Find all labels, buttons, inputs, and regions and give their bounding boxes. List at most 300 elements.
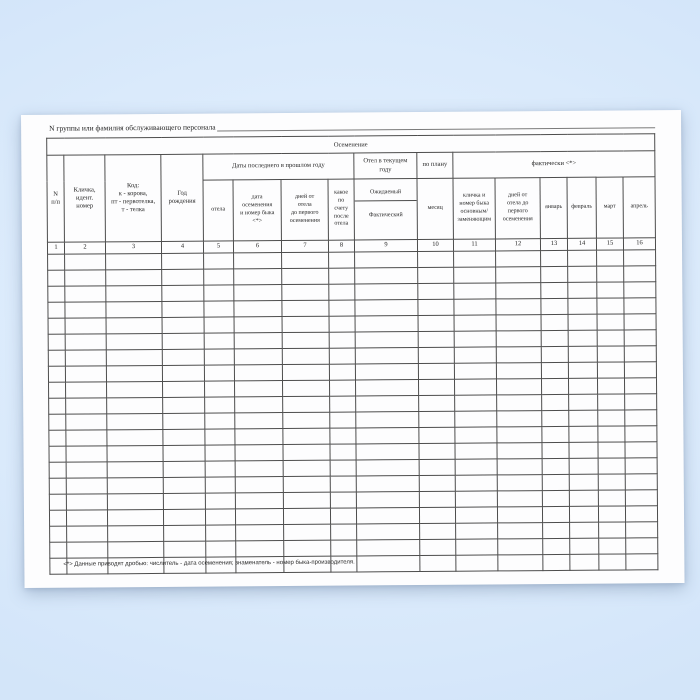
body-cell xyxy=(454,251,496,267)
body-cell xyxy=(496,266,541,282)
body-cell xyxy=(107,429,163,445)
body-cell xyxy=(454,363,496,379)
insemination-table xyxy=(46,133,658,574)
body-cell xyxy=(625,409,657,425)
body-cell xyxy=(568,378,597,394)
body-cell xyxy=(418,347,454,363)
body-cell xyxy=(356,443,419,459)
body-cell xyxy=(330,412,356,428)
body-cell xyxy=(48,270,65,286)
body-cell xyxy=(497,442,542,458)
body-cell xyxy=(497,458,542,474)
body-cell xyxy=(65,269,106,285)
body-cell xyxy=(597,266,624,282)
body-cell xyxy=(624,313,656,329)
group-header-actual: фактически <*> xyxy=(453,151,655,179)
body-cell xyxy=(418,315,454,331)
body-cell xyxy=(234,380,282,396)
body-cell xyxy=(420,523,456,539)
body-cell xyxy=(541,266,568,282)
body-cell xyxy=(204,364,234,380)
column-header-march: март xyxy=(596,177,623,238)
body-cell xyxy=(597,298,624,314)
body-cell xyxy=(624,265,656,281)
body-cell xyxy=(331,524,357,540)
body-cell xyxy=(356,427,419,443)
body-cell xyxy=(49,398,66,414)
body-cell xyxy=(454,299,496,315)
body-cell xyxy=(356,491,419,507)
body-cell xyxy=(496,346,541,362)
body-cell xyxy=(456,555,498,571)
body-cell xyxy=(599,522,626,538)
body-cell xyxy=(283,396,330,412)
column-header-month: месяц xyxy=(417,178,453,239)
column-header-count-after-calving: какое по счету после отела xyxy=(328,179,354,240)
body-cell xyxy=(204,301,234,317)
body-cell xyxy=(163,429,205,445)
body-cell xyxy=(66,477,107,493)
body-cell xyxy=(48,302,65,318)
expected-actual-split xyxy=(355,187,417,231)
body-cell xyxy=(624,249,656,265)
body-cell xyxy=(330,428,356,444)
body-cell xyxy=(541,330,568,346)
body-cell xyxy=(107,477,163,493)
body-cell xyxy=(597,250,624,266)
body-cell xyxy=(419,411,455,427)
body-cell xyxy=(330,444,356,460)
body-cell xyxy=(282,300,329,316)
body-cell xyxy=(597,314,624,330)
body-cell xyxy=(625,489,657,505)
body-cell xyxy=(568,266,597,282)
body-cell xyxy=(597,346,624,362)
body-cell xyxy=(626,521,658,537)
body-cell xyxy=(456,523,498,539)
body-cell xyxy=(48,286,65,302)
body-cell xyxy=(235,428,283,444)
body-cell xyxy=(496,330,541,346)
body-cell xyxy=(455,475,497,491)
body-cell xyxy=(236,540,284,556)
body-cell xyxy=(420,539,456,555)
body-cell xyxy=(163,509,205,525)
body-cell xyxy=(107,381,163,397)
body-cell xyxy=(454,331,496,347)
body-cell xyxy=(496,250,541,266)
body-cell xyxy=(163,413,205,429)
body-cell xyxy=(234,268,282,284)
body-cell xyxy=(330,460,356,476)
body-cell xyxy=(330,476,356,492)
body-cell xyxy=(598,474,625,490)
body-cell xyxy=(541,282,568,298)
body-cell xyxy=(355,347,418,363)
body-cell xyxy=(598,426,625,442)
group-header-calving-current-year: Отел в текущем году xyxy=(354,153,417,179)
body-cell xyxy=(329,332,355,348)
body-cell xyxy=(355,331,418,347)
body-cell xyxy=(65,301,106,317)
body-cell xyxy=(235,460,283,476)
body-cell xyxy=(597,362,624,378)
body-cell xyxy=(162,269,204,285)
fill-in-line xyxy=(217,120,656,131)
body-cell xyxy=(106,365,162,381)
body-cell xyxy=(66,413,107,429)
body-cell xyxy=(497,506,542,522)
body-cell xyxy=(624,329,656,345)
column-number: 8 xyxy=(328,240,354,252)
column-header-name-id: Кличка, идент. номер xyxy=(64,155,106,242)
body-cell xyxy=(418,251,454,267)
body-cell xyxy=(204,269,234,285)
body-cell xyxy=(498,538,543,554)
body-cell xyxy=(329,316,355,332)
body-cell xyxy=(66,445,107,461)
body-cell xyxy=(624,377,656,393)
body-cell xyxy=(570,538,599,554)
body-cell xyxy=(355,283,418,299)
body-cell xyxy=(419,459,455,475)
column-number: 11 xyxy=(453,239,495,251)
column-header-bull-name-number: кличка и номер быка основным/ заменяющим xyxy=(453,178,495,239)
body-cell xyxy=(204,253,234,269)
body-cell xyxy=(454,315,496,331)
body-cell xyxy=(234,252,282,268)
body-cell xyxy=(49,382,66,398)
body-cell xyxy=(282,268,329,284)
body-cell xyxy=(541,250,568,266)
body-cell xyxy=(162,253,204,269)
body-cell xyxy=(456,539,498,555)
body-cell xyxy=(162,317,204,333)
body-cell xyxy=(162,301,204,317)
body-cell xyxy=(49,462,66,478)
body-cell xyxy=(106,349,162,365)
body-cell xyxy=(497,394,542,410)
body-cell xyxy=(283,492,330,508)
body-cell xyxy=(356,411,419,427)
body-cell xyxy=(66,381,107,397)
body-cell xyxy=(541,346,568,362)
body-cell xyxy=(236,524,284,540)
body-cell xyxy=(597,282,624,298)
body-cell xyxy=(598,410,625,426)
body-cell xyxy=(418,267,454,283)
body-cell xyxy=(283,428,330,444)
body-cell xyxy=(283,412,330,428)
body-cell xyxy=(49,478,66,494)
body-cell xyxy=(282,332,329,348)
body-cell xyxy=(162,333,204,349)
body-cell xyxy=(282,316,329,332)
body-cell xyxy=(624,281,656,297)
body-cell xyxy=(419,491,455,507)
body-cell xyxy=(568,362,597,378)
body-cell xyxy=(282,364,329,380)
body-cell xyxy=(49,446,66,462)
body-cell xyxy=(67,525,108,541)
body-cell xyxy=(282,252,329,268)
form-title-row xyxy=(49,119,655,133)
body-cell xyxy=(204,333,234,349)
body-cell xyxy=(205,476,235,492)
body-cell xyxy=(235,492,283,508)
body-cell xyxy=(234,284,282,300)
body-cell xyxy=(418,363,454,379)
body-cell xyxy=(496,378,541,394)
body-cell xyxy=(163,461,205,477)
body-cell xyxy=(420,555,456,571)
body-cell xyxy=(626,553,658,569)
body-cell xyxy=(599,538,626,554)
body-cell xyxy=(235,508,283,524)
body-cell xyxy=(569,474,598,490)
body-cell xyxy=(205,428,235,444)
body-cell xyxy=(542,442,569,458)
column-header-days-to-first-insemination: дней от отела до первого осеменения xyxy=(281,179,328,240)
body-cell xyxy=(283,508,330,524)
body-cell xyxy=(163,477,205,493)
column-number: 14 xyxy=(567,238,596,250)
body-cell xyxy=(542,490,569,506)
body-cell xyxy=(284,540,331,556)
body-cell xyxy=(624,297,656,313)
column-number: 7 xyxy=(281,240,328,252)
actual-label: Фактический xyxy=(368,212,403,219)
body-cell xyxy=(329,284,355,300)
column-header-days-to-first-insemination-actual: дней от отела до первого осеменения xyxy=(495,178,540,239)
body-cell xyxy=(205,412,235,428)
body-cell xyxy=(204,317,234,333)
body-cell xyxy=(497,426,542,442)
body-cell xyxy=(569,458,598,474)
body-cell xyxy=(624,345,656,361)
body-cell xyxy=(541,378,568,394)
body-cell xyxy=(496,282,541,298)
body-cell xyxy=(497,474,542,490)
body-cell xyxy=(625,473,657,489)
body-cell xyxy=(541,362,568,378)
body-cell xyxy=(419,507,455,523)
column-header-number: N п/п xyxy=(47,155,65,242)
body-cell xyxy=(496,362,541,378)
body-cell xyxy=(330,396,356,412)
body-cell xyxy=(357,523,420,539)
body-cell xyxy=(497,410,542,426)
body-cell xyxy=(625,457,657,473)
body-cell xyxy=(49,430,66,446)
body-cell xyxy=(598,506,625,522)
body-cell xyxy=(598,490,625,506)
body-cell xyxy=(625,425,657,441)
body-cell xyxy=(355,363,418,379)
body-cell xyxy=(356,395,419,411)
column-number: 9 xyxy=(354,239,417,251)
body-cell xyxy=(48,350,65,366)
band-title: Осеменение xyxy=(47,134,655,156)
body-cell xyxy=(234,332,282,348)
body-cell xyxy=(355,299,418,315)
body-cell xyxy=(455,411,497,427)
body-cell xyxy=(569,442,598,458)
body-cell xyxy=(164,541,206,557)
body-cell xyxy=(625,505,657,521)
body-cell xyxy=(625,441,657,457)
body-cell xyxy=(50,542,67,558)
body-cell xyxy=(48,254,65,270)
column-header-code: Код: к - корова, пт - первотелка, т - телка xyxy=(105,154,162,241)
body-cell xyxy=(108,541,164,557)
body-cell xyxy=(570,554,599,570)
body-cell xyxy=(49,510,66,526)
body-cell xyxy=(162,349,204,365)
column-header-april: апрель xyxy=(623,177,655,238)
body-cell xyxy=(283,460,330,476)
body-cell xyxy=(541,298,568,314)
body-cell xyxy=(418,331,454,347)
body-cell xyxy=(206,524,236,540)
body-cell xyxy=(48,366,65,382)
body-cell xyxy=(568,282,597,298)
body-cell xyxy=(599,554,626,570)
body-cell xyxy=(597,378,624,394)
body-cell xyxy=(542,474,569,490)
body-cell xyxy=(163,493,205,509)
body-cell xyxy=(498,522,543,538)
body-cell xyxy=(163,445,205,461)
body-cell xyxy=(205,492,235,508)
body-cell xyxy=(66,461,107,477)
body-cell xyxy=(234,300,282,316)
body-cell xyxy=(542,506,569,522)
body-cell xyxy=(162,285,204,301)
body-cell xyxy=(204,380,234,396)
body-cell xyxy=(205,508,235,524)
body-cell xyxy=(454,379,496,395)
body-cell xyxy=(204,285,234,301)
column-number: 16 xyxy=(623,237,655,249)
body-cell xyxy=(65,349,106,365)
body-cell xyxy=(542,458,569,474)
body-cell xyxy=(65,317,106,333)
body-cell xyxy=(541,314,568,330)
body-cell xyxy=(356,507,419,523)
body-cell xyxy=(66,509,107,525)
body-cell xyxy=(235,444,283,460)
body-cell xyxy=(418,299,454,315)
column-number: 5 xyxy=(203,241,233,253)
body-cell xyxy=(162,365,204,381)
table-body xyxy=(48,249,658,574)
body-cell xyxy=(234,316,282,332)
body-cell xyxy=(542,410,569,426)
body-cell xyxy=(283,476,330,492)
body-cell xyxy=(235,412,283,428)
body-cell xyxy=(455,427,497,443)
body-cell xyxy=(106,269,162,285)
body-cell xyxy=(496,298,541,314)
body-cell xyxy=(106,333,162,349)
body-cell xyxy=(355,267,418,283)
footnote: <*> Данные приводят дробью: числитель - дата осеменения; знаменатель - номер быка-производителя. xyxy=(63,559,355,568)
body-cell xyxy=(626,537,658,553)
body-cell xyxy=(568,346,597,362)
body-cell xyxy=(598,458,625,474)
column-number: 13 xyxy=(540,238,567,250)
body-cell xyxy=(597,330,624,346)
body-cell xyxy=(569,490,598,506)
body-cell xyxy=(542,426,569,442)
body-cell xyxy=(107,397,163,413)
body-cell xyxy=(355,379,418,395)
column-header-birth-year: Год рождения xyxy=(161,154,204,241)
body-cell xyxy=(568,330,597,346)
body-cell xyxy=(329,268,355,284)
body-cell xyxy=(235,476,283,492)
body-cell xyxy=(205,460,235,476)
body-cell xyxy=(107,493,163,509)
body-cell xyxy=(107,445,163,461)
body-cell xyxy=(455,459,497,475)
body-cell xyxy=(455,395,497,411)
body-cell xyxy=(569,506,598,522)
body-cell xyxy=(498,554,543,570)
body-cell xyxy=(419,427,455,443)
body-cell xyxy=(330,508,356,524)
body-cell xyxy=(543,522,570,538)
column-number: 12 xyxy=(495,238,540,250)
body-cell xyxy=(163,381,205,397)
body-cell xyxy=(164,525,206,541)
group-header-dates-last-year: Даты последнего в прошлом году xyxy=(203,153,354,180)
form-title-label: N группы или фамилия обслуживающего персонала xyxy=(49,122,216,133)
body-cell xyxy=(418,283,454,299)
body-cell xyxy=(355,315,418,331)
body-cell xyxy=(329,380,355,396)
body-cell xyxy=(106,285,162,301)
body-cell xyxy=(205,396,235,412)
body-cell xyxy=(49,414,66,430)
body-cell xyxy=(235,396,283,412)
body-cell xyxy=(50,526,67,542)
column-number: 15 xyxy=(596,238,623,250)
body-cell xyxy=(624,361,656,377)
body-cell xyxy=(329,364,355,380)
body-cell xyxy=(67,541,108,557)
body-cell xyxy=(108,525,164,541)
body-cell xyxy=(330,492,356,508)
body-cell xyxy=(283,444,330,460)
body-cell xyxy=(455,491,497,507)
column-number: 3 xyxy=(105,241,161,253)
body-cell xyxy=(356,475,419,491)
group-header-by-plan: по плану xyxy=(417,152,453,178)
body-cell xyxy=(48,334,65,350)
expected-label: Ожидаемый xyxy=(355,187,417,201)
body-cell xyxy=(454,347,496,363)
body-cell xyxy=(204,348,234,364)
column-number: 2 xyxy=(64,241,105,253)
body-cell xyxy=(419,475,455,491)
body-cell xyxy=(419,443,455,459)
table-header xyxy=(47,134,656,254)
form-sheet xyxy=(21,110,685,588)
body-cell xyxy=(568,314,597,330)
body-cell xyxy=(107,413,163,429)
